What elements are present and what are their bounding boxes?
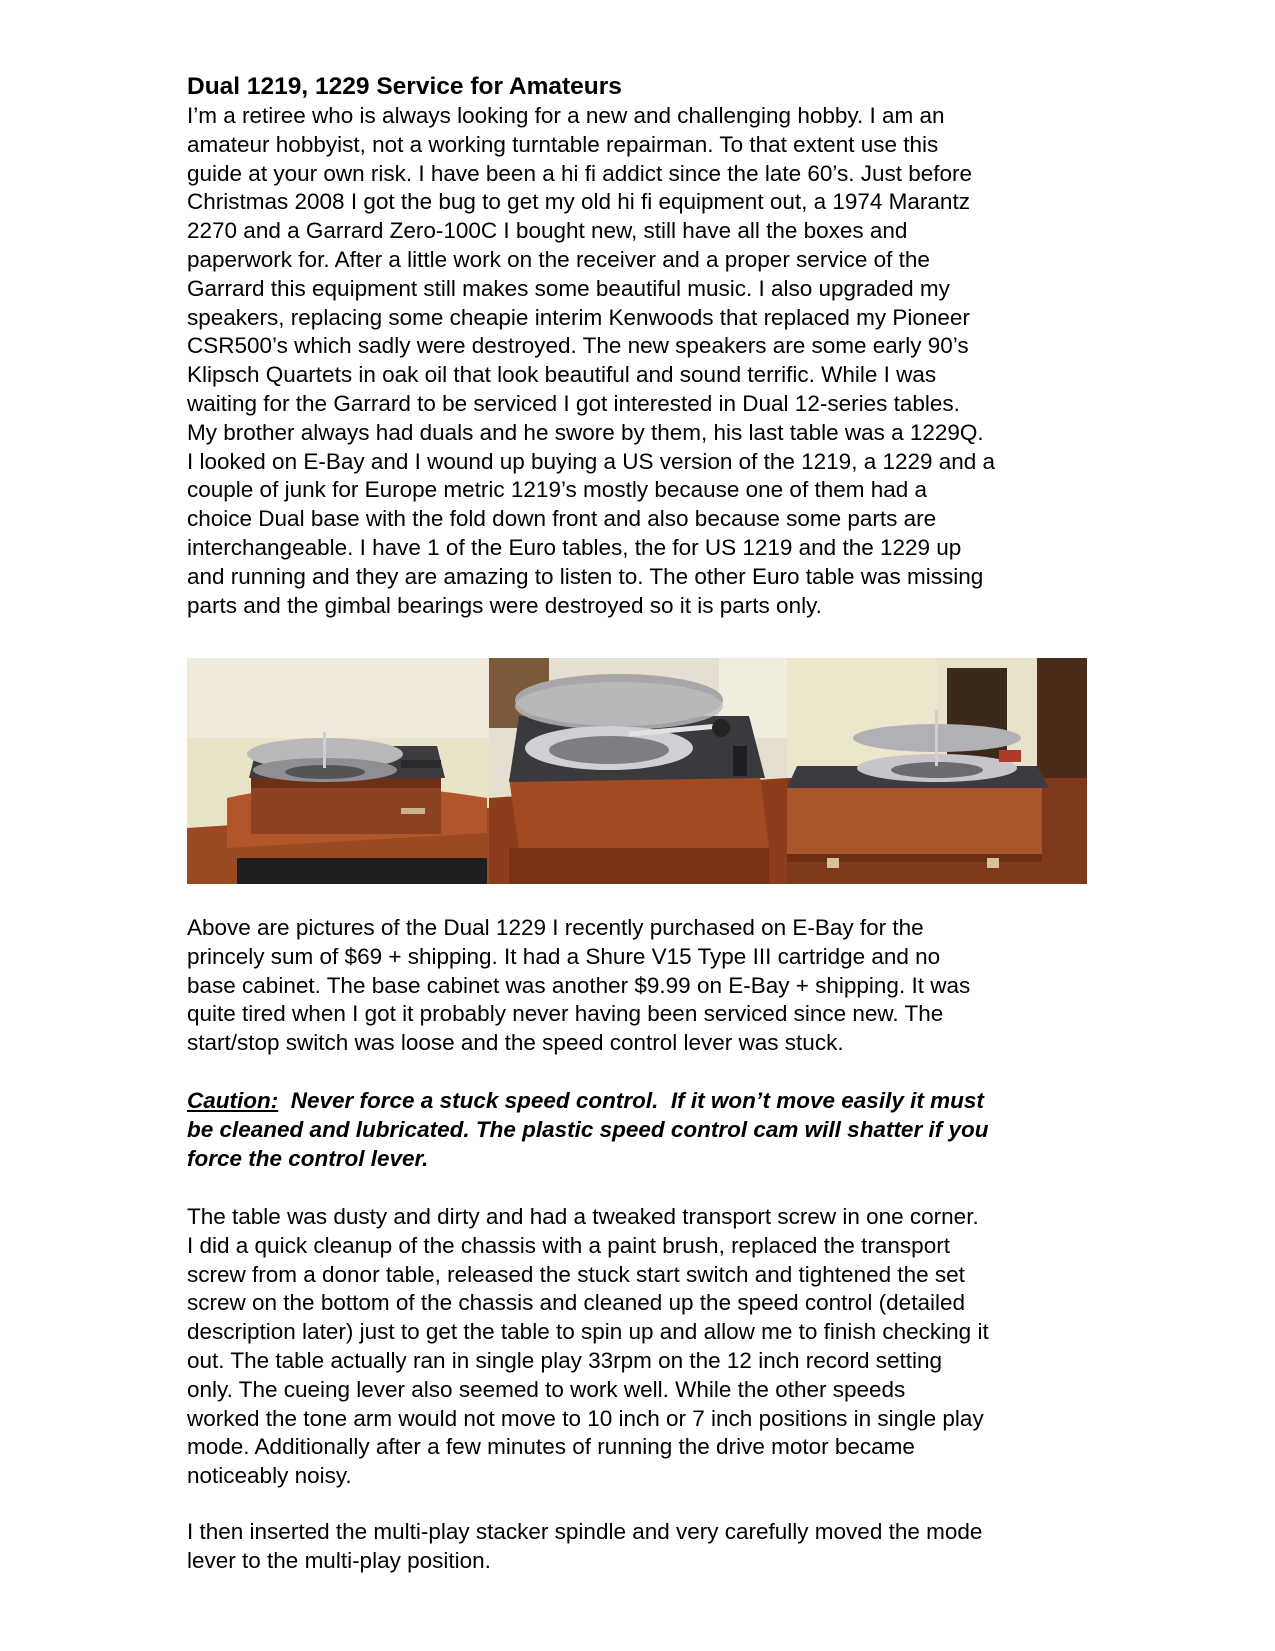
service-lines-4: description later) just to get the table to spin up and allow me to finish checking it [187,1319,989,1345]
turntable-photo-3 [787,658,1087,884]
photos-lines-2: base cabinet. The base cabinet was another $9.99 on E-Bay + shipping. It was [187,972,971,998]
final-lines-1: lever to the multi-play position. [187,1547,491,1573]
service-lines-6: only. The cueing lever also seemed to work well. While the other speeds [187,1376,906,1402]
service-paragraph [187,1203,1087,1491]
photos-lines-1: princely sum of $69 + shipping. It had a Shure V15 Type III cartridge and no [187,943,941,969]
caution-line-0: Never force a stuck speed control. If it won’t move easily it must [278,1088,984,1113]
final-paragraph [187,1518,1087,1576]
intro-lines-7: speakers, replacing some cheapie interim Kenwoods that replaced my Pioneer [187,304,970,330]
page-title: Dual 1219, 1229 Service for Amateurs [187,73,622,100]
photos-lines-0: Above are pictures of the Dual 1229 I recently purchased on E-Bay for the [187,915,924,940]
intro-section [187,72,1087,620]
turntable-photo-2 [489,658,787,884]
intro-lines-14: choice Dual base with the fold down front and also because some parts are [187,506,937,532]
intro-lines-3: Christmas 2008 I got the bug to get my old hi fi equipment out, a 1974 Marantz [187,189,970,215]
service-lines-1: I did a quick cleanup of the chassis with a paint brush, replaced the transport [187,1232,950,1258]
intro-lines-1: amateur hobbyist, not a working turntable repairman. To that extent use this [187,131,939,157]
service-lines-0: The table was dusty and dirty and had a tweaked transport screw in one corner. [187,1204,979,1229]
caution-line-1: be cleaned and lubricated. The plastic speed control cam will shatter if you [187,1116,989,1142]
service-lines-5: out. The table actually ran in single play 33rpm on the 12 inch record setting [187,1347,943,1373]
purchase-paragraph [187,914,1087,1058]
intro-lines-9: Klipsch Quartets in oak oil that look beautiful and sound terrific. While I was [187,362,937,388]
service-lines-3: screw on the bottom of the chassis and cleaned up the speed control (detailed [187,1290,965,1316]
final-lines-0: I then inserted the multi-play stacker spindle and very carefully moved the mode [187,1519,983,1544]
intro-lines-0: I’m a retiree who is always looking for a new and challenging hobby. I am an [187,103,945,128]
intro-lines-2: guide at your own risk. I have been a hi fi addict since the late 60’s. Just before [187,160,973,186]
intro-lines-10: waiting for the Garrard to be serviced I got interested in Dual 12-series tables. [187,390,960,416]
caution-line-2: force the control lever. [187,1145,429,1171]
intro-paragraph [187,102,1087,620]
photos-lines-4: start/stop switch was loose and the speed control lever was stuck. [187,1030,844,1056]
intro-lines-15: interchangeable. I have 1 of the Euro tables, the for US 1219 and the 1229 up [187,534,962,560]
service-lines-8: mode. Additionally after a few minutes of running the drive motor became [187,1434,915,1460]
intro-lines-8: CSR500’s which sadly were destroyed. The new speakers are some early 90’s [187,333,969,359]
intro-lines-17: parts and the gimbal bearings were destroyed so it is parts only. [187,592,822,618]
service-lines-7: worked the tone arm would not move to 10 inch or 7 inch positions in single play [187,1405,984,1431]
caution-label: Caution: [187,1088,279,1113]
intro-lines-4: 2270 and a Garrard Zero-100C I bought new, still have all the boxes and [187,218,908,244]
service-lines-9: noticeably noisy. [187,1463,352,1489]
service-lines-2: screw from a donor table, released the stuck start switch and tightened the set [187,1261,965,1287]
intro-lines-5: paperwork for. After a little work on the receiver and a proper service of the [187,246,930,272]
intro-lines-13: couple of junk for Europe metric 1219’s mostly because one of them had a [187,477,928,503]
turntable-photo-1 [187,658,489,884]
photos-lines-3: quite tired when I got it probably never having been serviced since new. The [187,1001,944,1027]
intro-lines-12: I looked on E-Bay and I wound up buying a US version of the 1219, a 1229 and a [187,448,996,474]
intro-lines-16: and running and they are amazing to listen to. The other Euro table was missing [187,563,984,589]
intro-lines-6: Garrard this equipment still makes some beautiful music. I also upgraded my [187,275,950,301]
intro-lines-11: My brother always had duals and he swore by them, his last table was a 1229Q. [187,419,984,445]
caution-note [187,1087,1087,1173]
turntable-photos [187,658,1087,884]
